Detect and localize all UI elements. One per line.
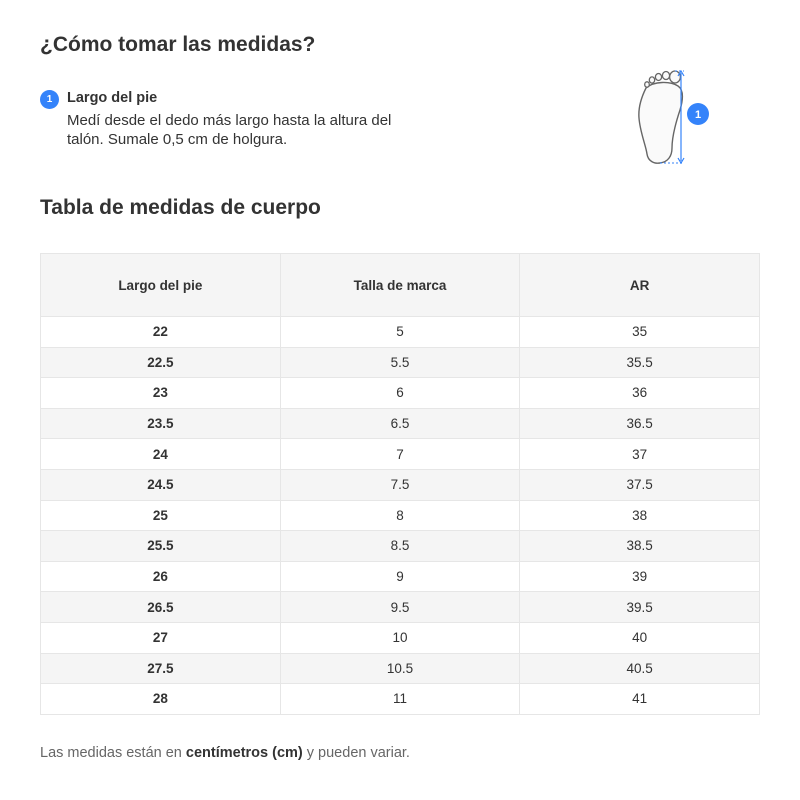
cell-ar-size: 35 bbox=[520, 317, 760, 348]
cell-brand-size: 6 bbox=[280, 378, 520, 409]
cell-brand-size: 9 bbox=[280, 561, 520, 592]
cell-brand-size: 9.5 bbox=[280, 592, 520, 623]
cell-brand-size: 5.5 bbox=[280, 347, 520, 378]
table-row bbox=[41, 684, 760, 715]
cell-foot-length: 27 bbox=[41, 622, 281, 653]
table-header-row bbox=[41, 254, 760, 317]
cell-foot-length: 23.5 bbox=[41, 408, 281, 439]
table-row bbox=[41, 408, 760, 439]
cell-foot-length: 24.5 bbox=[41, 469, 281, 500]
cell-foot-length: 26.5 bbox=[41, 592, 281, 623]
table-row bbox=[41, 347, 760, 378]
cell-ar-size: 37.5 bbox=[520, 469, 760, 500]
footnote-prefix: Las medidas están en bbox=[40, 745, 186, 761]
table-row bbox=[41, 317, 760, 348]
cell-ar-size: 35.5 bbox=[520, 347, 760, 378]
header-ar-size: AR bbox=[520, 254, 760, 317]
cell-brand-size: 8 bbox=[280, 500, 520, 531]
cell-foot-length: 28 bbox=[41, 684, 281, 715]
step-number-badge: 1 bbox=[40, 90, 59, 109]
table-row bbox=[41, 592, 760, 623]
size-table bbox=[40, 253, 760, 715]
cell-ar-size: 38.5 bbox=[520, 531, 760, 562]
cell-foot-length: 26 bbox=[41, 561, 281, 592]
foot-measure-figure bbox=[628, 66, 718, 170]
table-row bbox=[41, 531, 760, 562]
cell-brand-size: 10.5 bbox=[280, 653, 520, 684]
cell-ar-size: 39 bbox=[520, 561, 760, 592]
table-row bbox=[41, 439, 760, 470]
cell-ar-size: 40 bbox=[520, 622, 760, 653]
cell-foot-length: 25 bbox=[41, 500, 281, 531]
cell-foot-length: 22 bbox=[41, 317, 281, 348]
figure-badge-number: 1 bbox=[694, 109, 702, 121]
cell-brand-size: 10 bbox=[280, 622, 520, 653]
foot-measure-icon bbox=[628, 66, 718, 170]
cell-ar-size: 36 bbox=[520, 378, 760, 409]
cell-brand-size: 6.5 bbox=[280, 408, 520, 439]
table-row bbox=[41, 561, 760, 592]
table-row bbox=[41, 622, 760, 653]
cell-brand-size: 7.5 bbox=[280, 469, 520, 500]
cell-ar-size: 41 bbox=[520, 684, 760, 715]
footnote-suffix: y pueden variar. bbox=[302, 745, 410, 761]
size-table-title: Tabla de medidas de cuerpo bbox=[40, 196, 321, 219]
units-footnote bbox=[40, 745, 410, 761]
table-row bbox=[41, 469, 760, 500]
table-row bbox=[41, 653, 760, 684]
cell-ar-size: 39.5 bbox=[520, 592, 760, 623]
step-description: Medí desde el dedo más largo hasta la altura del talón. Sumale 0,5 cm de holgura. bbox=[67, 112, 392, 148]
cell-foot-length: 22.5 bbox=[41, 347, 281, 378]
cell-brand-size: 11 bbox=[280, 684, 520, 715]
cell-foot-length: 27.5 bbox=[41, 653, 281, 684]
cell-brand-size: 5 bbox=[280, 317, 520, 348]
cell-brand-size: 8.5 bbox=[280, 531, 520, 562]
cell-ar-size: 40.5 bbox=[520, 653, 760, 684]
cell-foot-length: 25.5 bbox=[41, 531, 281, 562]
cell-ar-size: 36.5 bbox=[520, 408, 760, 439]
cell-foot-length: 23 bbox=[41, 378, 281, 409]
table-row bbox=[41, 378, 760, 409]
footnote-units: centímetros (cm) bbox=[185, 745, 303, 761]
cell-brand-size: 7 bbox=[280, 439, 520, 470]
cell-foot-length: 24 bbox=[41, 439, 281, 470]
table-row bbox=[41, 500, 760, 531]
cell-ar-size: 37 bbox=[520, 439, 760, 470]
header-brand-size: Talla de marca bbox=[280, 254, 520, 317]
cell-ar-size: 38 bbox=[520, 500, 760, 531]
header-foot-length: Largo del pie bbox=[41, 254, 281, 317]
how-to-measure-title: ¿Cómo tomar las medidas? bbox=[40, 33, 316, 56]
step-title: Largo del pie bbox=[67, 90, 158, 106]
